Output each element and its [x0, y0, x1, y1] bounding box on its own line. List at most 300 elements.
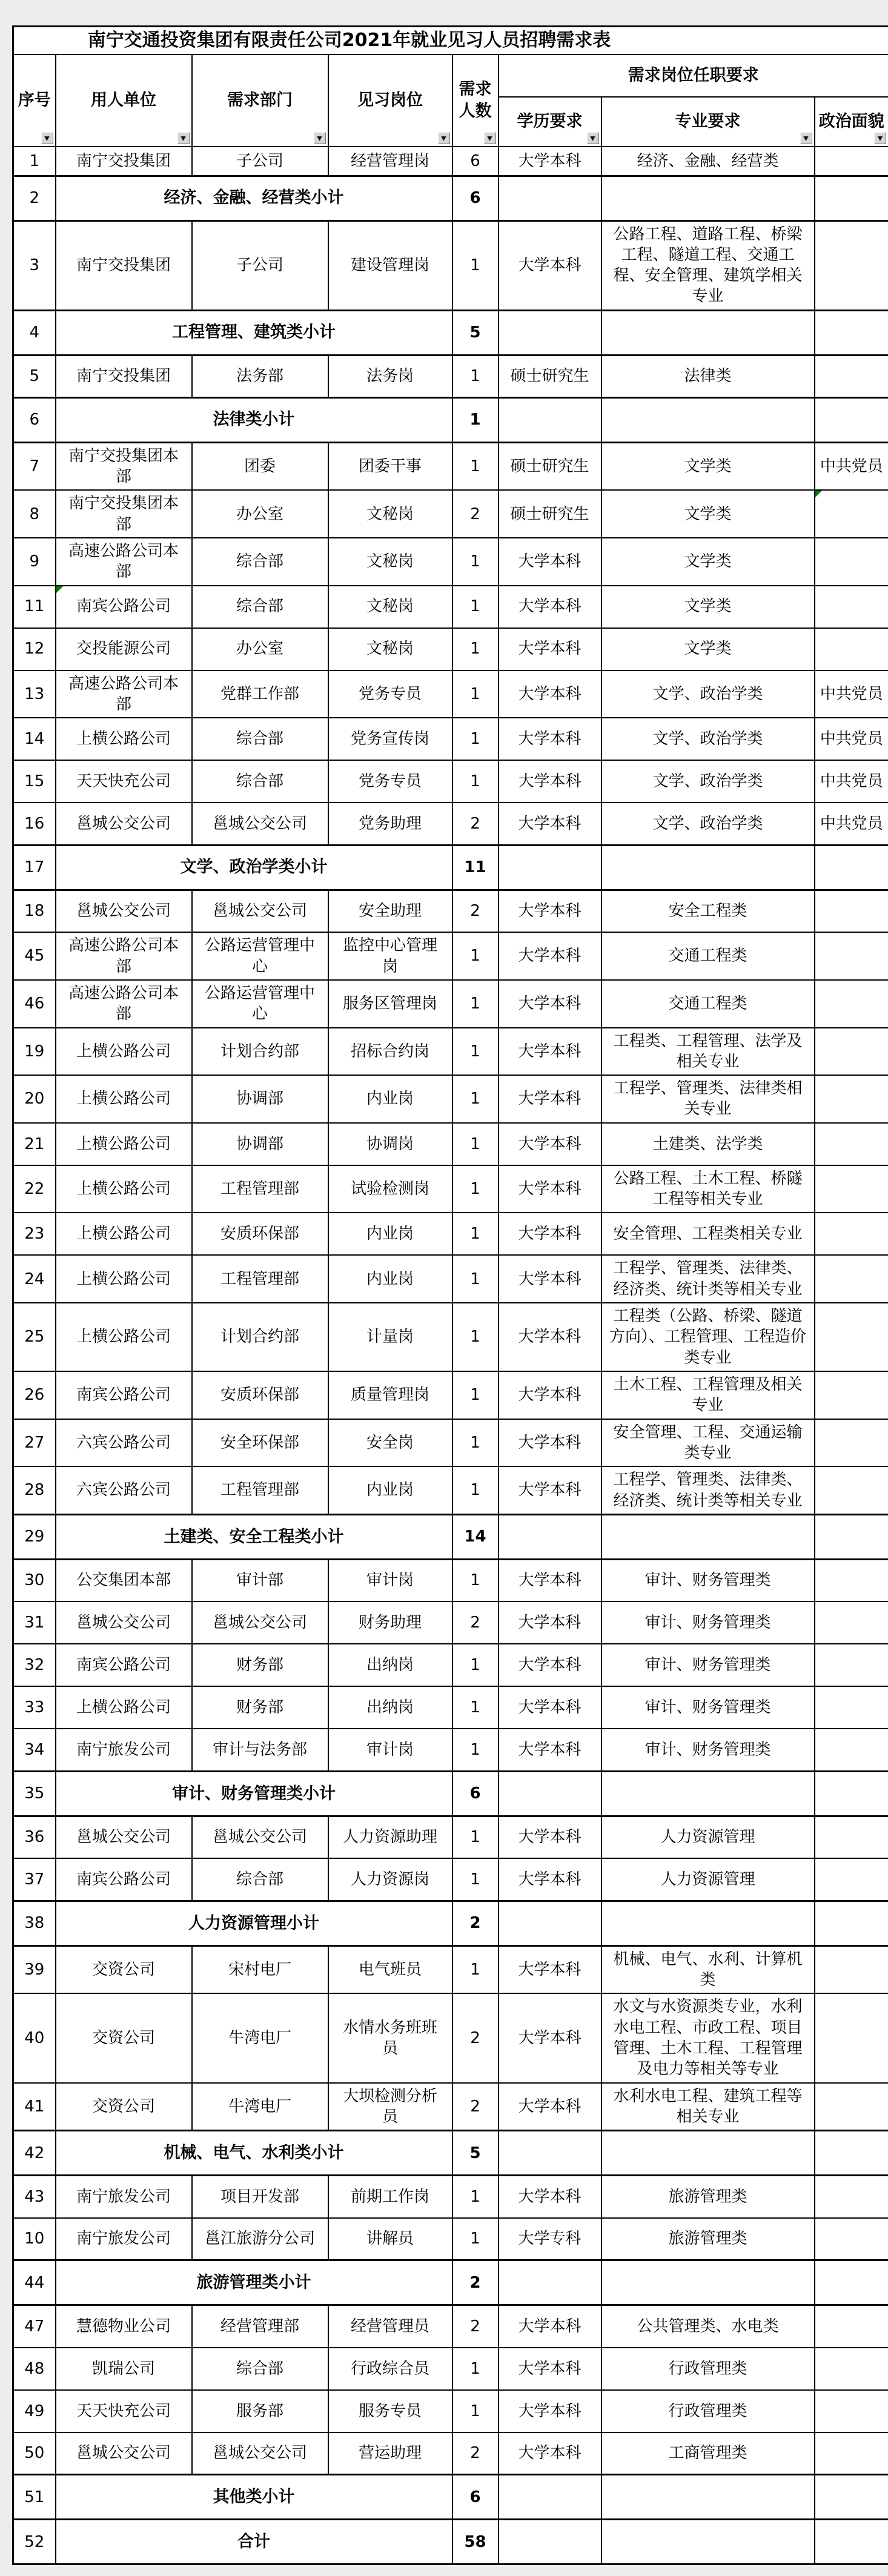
post-cell-text: 讲解员	[366, 2230, 414, 2248]
edu-cell	[499, 2475, 601, 2520]
major-cell	[601, 2305, 815, 2348]
major-cell-text: 水利水电工程、建筑工程等相关专业	[613, 2087, 802, 2126]
edu-cell-text: 大学本科	[518, 1571, 581, 1589]
dept-cell-text: 子公司	[236, 152, 283, 170]
count-cell	[452, 355, 499, 397]
post-cell	[328, 538, 452, 586]
filter-button-seq[interactable]	[41, 132, 53, 144]
dept-cell	[192, 1466, 328, 1514]
count-cell	[452, 1601, 499, 1644]
company-cell	[56, 2305, 192, 2348]
filter-button-dept[interactable]	[314, 132, 326, 144]
count-cell	[452, 2176, 499, 2218]
header-major	[601, 97, 815, 147]
company-cell	[56, 718, 192, 760]
count-cell	[452, 1771, 499, 1816]
edu-cell-text: 大学本科	[518, 1180, 581, 1198]
post-cell	[328, 670, 452, 718]
company-cell-text: 南宾公路公司	[76, 1870, 171, 1889]
post-cell	[328, 890, 452, 932]
company-cell	[56, 628, 192, 670]
party-cell	[815, 1729, 888, 1771]
seq-cell	[13, 442, 56, 490]
seq-cell	[13, 397, 56, 442]
company-cell	[56, 147, 192, 176]
company-cell	[56, 1028, 192, 1076]
filter-button-party[interactable]	[874, 132, 886, 144]
edu-cell-text: 大学本科	[518, 1386, 581, 1404]
table-row	[13, 1858, 888, 1901]
count-cell	[452, 1123, 499, 1165]
major-cell	[601, 2260, 815, 2305]
post-cell-text: 出纳岗	[366, 1698, 414, 1717]
dept-cell-text: 财务部	[236, 1656, 283, 1674]
post-cell-text: 水情水务班班员	[343, 2019, 437, 2058]
dept-cell	[192, 490, 328, 538]
edu-cell-text: 大学本科	[518, 552, 581, 571]
dept-cell-text: 综合部	[236, 730, 283, 748]
major-cell	[601, 1255, 815, 1303]
major-cell-text: 文学、政治学类	[652, 730, 763, 748]
edu-cell-text: 大学本科	[518, 152, 581, 170]
seq-cell	[13, 2475, 56, 2520]
dept-cell-text: 项目开发部	[220, 2188, 299, 2206]
seq-cell	[13, 1303, 56, 1371]
post-cell-text: 招标合约岗	[351, 1042, 429, 1061]
dept-cell	[192, 760, 328, 803]
post-cell	[328, 1028, 452, 1076]
edu-cell-text: 大学本科	[518, 995, 581, 1013]
page-title-text: 南宁交通投资集团有限责任公司2021年就业见习人员招聘需求表	[88, 30, 611, 51]
table-row	[13, 1255, 888, 1303]
company-cell-text: 高速公路公司本部	[68, 936, 179, 975]
count-cell	[452, 932, 499, 980]
post-cell	[328, 220, 452, 310]
major-cell	[601, 2390, 815, 2432]
seq-cell	[13, 176, 56, 220]
edu-cell-text: 大学本科	[518, 947, 581, 965]
seq-cell-text: 13	[24, 685, 44, 703]
count-cell-text: 14	[464, 1528, 486, 1546]
party-cell	[815, 980, 888, 1028]
company-cell-text: 南宾公路公司	[76, 1656, 171, 1674]
subtotal-label-cell	[56, 2520, 452, 2564]
table-row	[13, 1123, 888, 1165]
dept-cell	[192, 1644, 328, 1686]
major-cell	[601, 980, 815, 1028]
dept-cell	[192, 442, 328, 490]
count-cell-text: 1	[470, 2230, 480, 2248]
dept-cell	[192, 1686, 328, 1729]
table-row	[13, 980, 888, 1028]
company-cell-text: 六宾公路公司	[76, 1481, 171, 1499]
seq-cell	[13, 760, 56, 803]
seq-cell	[13, 2176, 56, 2218]
post-cell	[328, 2176, 452, 2218]
edu-cell	[499, 176, 601, 220]
party-cell	[815, 397, 888, 442]
count-cell-text: 2	[470, 2444, 480, 2462]
table-row	[13, 2176, 888, 2218]
company-cell-text: 公交集团本部	[76, 1571, 171, 1589]
party-cell	[815, 1559, 888, 1601]
count-cell	[452, 1858, 499, 1901]
major-cell-text: 人力资源管理	[660, 1828, 755, 1846]
seq-cell-text: 24	[24, 1270, 44, 1288]
party-cell	[815, 1858, 888, 1901]
seq-cell-text: 23	[24, 1225, 44, 1243]
post-cell	[328, 1213, 452, 1255]
company-cell	[56, 760, 192, 803]
count-cell-text: 1	[470, 730, 480, 748]
company-cell	[56, 1729, 192, 1771]
table-row	[13, 1644, 888, 1686]
seq-cell-text: 18	[24, 902, 44, 920]
company-cell-text: 高速公路公司本部	[68, 675, 179, 714]
count-cell	[452, 1901, 499, 1945]
edu-cell	[499, 760, 601, 803]
post-cell-text: 建设管理岗	[351, 256, 429, 274]
party-cell	[815, 1601, 888, 1644]
major-cell-text: 水文与水资源类专业，水利水电工程、市政工程、项目管理、土木工程、工程管理及电力等相关等专业	[613, 1998, 802, 2078]
major-cell	[601, 1559, 815, 1601]
party-cell	[815, 1901, 888, 1945]
major-cell-text: 审计、财务管理类	[644, 1571, 770, 1589]
seq-cell-text: 27	[24, 1434, 44, 1452]
major-cell-text: 审计、财务管理类	[644, 1741, 770, 1759]
table-row	[13, 1466, 888, 1514]
filter-button-company[interactable]	[177, 132, 190, 144]
company-cell	[56, 1601, 192, 1644]
table-row	[13, 176, 888, 220]
major-cell	[601, 586, 815, 628]
dept-cell-text: 公路运营管理中心	[205, 984, 315, 1023]
post-cell-text: 计量岗	[366, 1328, 414, 1346]
major-cell	[601, 1901, 815, 1945]
filter-button-count[interactable]	[484, 132, 496, 144]
edu-cell-text: 大学本科	[518, 1656, 581, 1674]
seq-cell	[13, 670, 56, 718]
party-cell-text: 中共党员	[820, 772, 883, 790]
filter-arrow-icon: ▼	[487, 135, 492, 141]
major-cell	[601, 2176, 815, 2218]
subtotal-label-cell	[56, 2475, 452, 2520]
major-cell	[601, 1644, 815, 1686]
company-cell	[56, 1945, 192, 1993]
count-cell-text: 5	[469, 323, 480, 342]
edu-cell-text: 大学本科	[518, 640, 581, 658]
major-cell	[601, 890, 815, 932]
dept-cell-text: 团委	[244, 457, 276, 475]
header-education	[499, 97, 601, 147]
post-cell	[328, 1858, 452, 1901]
major-cell-text: 文学、政治学类	[652, 815, 763, 833]
post-cell	[328, 1686, 452, 1729]
seq-cell-text: 47	[24, 2317, 44, 2336]
dept-cell	[192, 1213, 328, 1255]
edu-cell	[499, 355, 601, 397]
seq-cell	[13, 845, 56, 890]
edu-cell	[499, 2520, 601, 2564]
count-cell	[452, 2305, 499, 2348]
edu-cell	[499, 2390, 601, 2432]
subtotal-label-cell-text: 经济、金融、经营类小计	[164, 188, 344, 207]
table-row	[13, 1686, 888, 1729]
seq-cell-text: 25	[24, 1328, 44, 1346]
edu-cell	[499, 890, 601, 932]
post-cell	[328, 355, 452, 397]
major-cell-text: 文学类	[684, 640, 731, 658]
major-cell	[601, 718, 815, 760]
edu-cell	[499, 1371, 601, 1419]
major-cell-text: 机械、电气、水利、计算机类	[613, 1950, 802, 1989]
major-cell	[601, 1303, 815, 1371]
table-row	[13, 1371, 888, 1419]
count-cell-text: 2	[470, 2317, 480, 2336]
edu-cell-text: 硕士研究生	[510, 367, 589, 385]
seq-cell-text: 10	[24, 2230, 44, 2248]
dept-cell	[192, 932, 328, 980]
major-cell	[601, 1686, 815, 1729]
table-row	[13, 2083, 888, 2131]
header-requirements-group-label: 需求岗位任职要求	[628, 66, 759, 85]
count-cell-text: 1	[470, 1386, 480, 1404]
post-cell-text: 经营管理员	[351, 2317, 429, 2336]
major-cell-text: 经济、金融、经营类	[637, 152, 778, 170]
table-row	[13, 845, 888, 890]
dept-cell-text: 法务部	[236, 367, 283, 385]
major-cell-text: 工程学、管理类、法律类相关专业	[613, 1079, 802, 1118]
company-cell-text: 高速公路公司本部	[68, 984, 179, 1023]
seq-cell	[13, 890, 56, 932]
table-row	[13, 2475, 888, 2520]
count-cell	[452, 1075, 499, 1123]
count-cell	[452, 1686, 499, 1729]
post-cell	[328, 586, 452, 628]
major-cell	[601, 2475, 815, 2520]
table-row	[13, 310, 888, 355]
count-cell-text: 1	[470, 2360, 480, 2378]
seq-cell	[13, 1993, 56, 2082]
filter-button-major[interactable]	[800, 132, 812, 144]
major-cell-text: 文学类	[684, 597, 731, 615]
party-cell	[815, 1165, 888, 1213]
count-cell-text: 2	[469, 2274, 480, 2292]
subtotal-label-cell-text: 工程管理、建筑类小计	[172, 323, 336, 342]
dept-cell-text: 经营管理部	[220, 2317, 299, 2336]
post-cell	[328, 2305, 452, 2348]
edu-cell-text: 大学本科	[518, 1870, 581, 1889]
company-cell	[56, 1816, 192, 1858]
count-cell-text: 1	[470, 1961, 480, 1979]
filter-button-education[interactable]	[587, 132, 599, 144]
page-title	[13, 27, 888, 55]
major-cell	[601, 1771, 815, 1816]
filter-arrow-icon: ▼	[317, 135, 322, 141]
major-cell	[601, 538, 815, 586]
edu-cell	[499, 220, 601, 310]
subtotal-label-cell	[56, 176, 452, 220]
dept-cell-text: 综合部	[236, 552, 283, 571]
seq-cell-text: 37	[24, 1870, 44, 1889]
filter-arrow-icon: ▼	[803, 135, 808, 141]
edu-cell-text: 大学本科	[518, 1828, 581, 1846]
seq-cell-text: 11	[24, 597, 44, 615]
table-row	[13, 2348, 888, 2390]
post-cell	[328, 2083, 452, 2131]
major-cell-text: 交通工程类	[668, 947, 747, 965]
edu-cell-text: 大学本科	[518, 1090, 581, 1108]
subtotal-label-cell	[56, 845, 452, 890]
dept-cell-text: 协调部	[236, 1090, 283, 1108]
post-cell	[328, 1123, 452, 1165]
header-company-label: 用人单位	[91, 91, 156, 110]
company-cell	[56, 220, 192, 310]
table-row	[13, 355, 888, 397]
edu-cell	[499, 2083, 601, 2131]
count-cell-text: 1	[470, 1090, 480, 1108]
subtotal-label-cell	[56, 1901, 452, 1945]
major-cell-text: 文学类	[684, 552, 731, 571]
table-row	[13, 760, 888, 803]
subtotal-label-cell-text: 法律类小计	[213, 410, 295, 429]
dept-cell	[192, 628, 328, 670]
dept-cell-text: 公路运营管理中心	[205, 936, 315, 975]
edu-cell	[499, 1165, 601, 1213]
major-cell	[601, 1466, 815, 1514]
company-cell	[56, 1466, 192, 1514]
major-cell	[601, 2432, 815, 2475]
party-cell	[815, 1644, 888, 1686]
count-cell-text: 1	[470, 256, 480, 274]
post-cell-text: 文秘岗	[366, 597, 414, 615]
party-cell	[815, 1419, 888, 1467]
party-cell	[815, 1993, 888, 2082]
table-row	[13, 220, 888, 310]
seq-cell-text: 20	[24, 1090, 44, 1108]
post-cell	[328, 442, 452, 490]
seq-cell	[13, 2520, 56, 2564]
edu-cell	[499, 1514, 601, 1559]
company-cell-text: 交资公司	[92, 2098, 155, 2116]
major-cell-text: 工程学、管理类、法律类、经济类、统计类等相关专业	[613, 1471, 802, 1509]
dept-cell-text: 综合部	[236, 597, 283, 615]
subtotal-label-cell-text: 其他类小计	[213, 2488, 295, 2506]
party-cell	[815, 2520, 888, 2564]
count-cell	[452, 1514, 499, 1559]
seq-cell	[13, 2131, 56, 2176]
seq-cell	[13, 2218, 56, 2260]
filter-button-post[interactable]	[438, 132, 450, 144]
post-cell	[328, 147, 452, 176]
subtotal-label-cell-text: 土建类、安全工程类小计	[164, 1528, 344, 1546]
count-cell-text: 6	[469, 2488, 480, 2506]
major-cell	[601, 1123, 815, 1165]
count-cell	[452, 2131, 499, 2176]
table-row	[13, 890, 888, 932]
count-cell	[452, 1993, 499, 2082]
header-major-label: 专业要求	[675, 112, 741, 131]
dept-cell-text: 综合部	[236, 1870, 283, 1889]
table-row	[13, 538, 888, 586]
edu-cell-text: 大学专科	[518, 2230, 581, 2248]
count-cell	[452, 1945, 499, 1993]
edu-cell-text: 大学本科	[518, 902, 581, 920]
count-cell	[452, 538, 499, 586]
party-cell	[815, 2305, 888, 2348]
dept-cell	[192, 1993, 328, 2082]
count-cell-text: 1	[470, 1328, 480, 1346]
major-cell-text: 法律类	[684, 367, 731, 385]
count-cell-text: 1	[470, 597, 480, 615]
header-party-label: 政治面貌	[819, 112, 884, 131]
seq-cell-text: 17	[24, 858, 44, 876]
major-cell	[601, 932, 815, 980]
dept-cell-text: 邕城公交公司	[213, 815, 307, 833]
dept-cell	[192, 1303, 328, 1371]
count-cell-text: 1	[469, 411, 480, 429]
count-cell	[452, 1213, 499, 1255]
post-cell-text: 安全助理	[359, 902, 422, 920]
company-cell-text: 上横公路公司	[76, 1180, 171, 1198]
table-row	[13, 1559, 888, 1601]
major-cell	[601, 2083, 815, 2131]
seq-cell-text: 36	[24, 1828, 44, 1846]
dept-cell-text: 子公司	[236, 256, 283, 274]
post-cell	[328, 1816, 452, 1858]
post-cell	[328, 1371, 452, 1419]
dept-cell-text: 审计部	[236, 1571, 283, 1589]
edu-cell-text: 大学本科	[518, 2402, 581, 2420]
major-cell-text: 安全工程类	[668, 902, 747, 920]
company-cell-text: 邕城公交公司	[76, 1828, 171, 1846]
count-cell	[452, 1816, 499, 1858]
seq-cell	[13, 2348, 56, 2390]
seq-cell	[13, 932, 56, 980]
company-cell-text: 南宁交投集团	[76, 152, 171, 170]
table-row	[13, 1419, 888, 1467]
post-cell-text: 内业岗	[366, 1481, 414, 1499]
party-cell	[815, 1255, 888, 1303]
seq-cell-text: 52	[24, 2533, 44, 2551]
count-cell	[452, 2083, 499, 2131]
seq-cell-text: 28	[24, 1481, 44, 1499]
party-cell-text: 中共党员	[820, 815, 883, 833]
edu-cell	[499, 538, 601, 586]
edu-cell	[499, 1559, 601, 1601]
post-cell	[328, 980, 452, 1028]
post-cell-text: 内业岗	[366, 1225, 414, 1243]
count-cell	[452, 2348, 499, 2390]
major-cell-text: 行政管理类	[668, 2360, 747, 2378]
count-cell-text: 1	[470, 1042, 480, 1061]
post-cell	[328, 2390, 452, 2432]
major-cell	[601, 1993, 815, 2082]
seq-cell	[13, 1123, 56, 1165]
edu-cell	[499, 1858, 601, 1901]
seq-cell	[13, 1371, 56, 1419]
major-cell	[601, 1419, 815, 1467]
party-cell-text: 中共党员	[820, 457, 883, 475]
seq-cell-text: 4	[29, 323, 39, 342]
party-cell	[815, 718, 888, 760]
subtotal-label-cell	[56, 2260, 452, 2305]
dept-cell	[192, 586, 328, 628]
seq-cell-text: 16	[24, 815, 44, 833]
count-cell-text: 1	[470, 552, 480, 571]
seq-cell	[13, 2305, 56, 2348]
table-row	[13, 1771, 888, 1816]
